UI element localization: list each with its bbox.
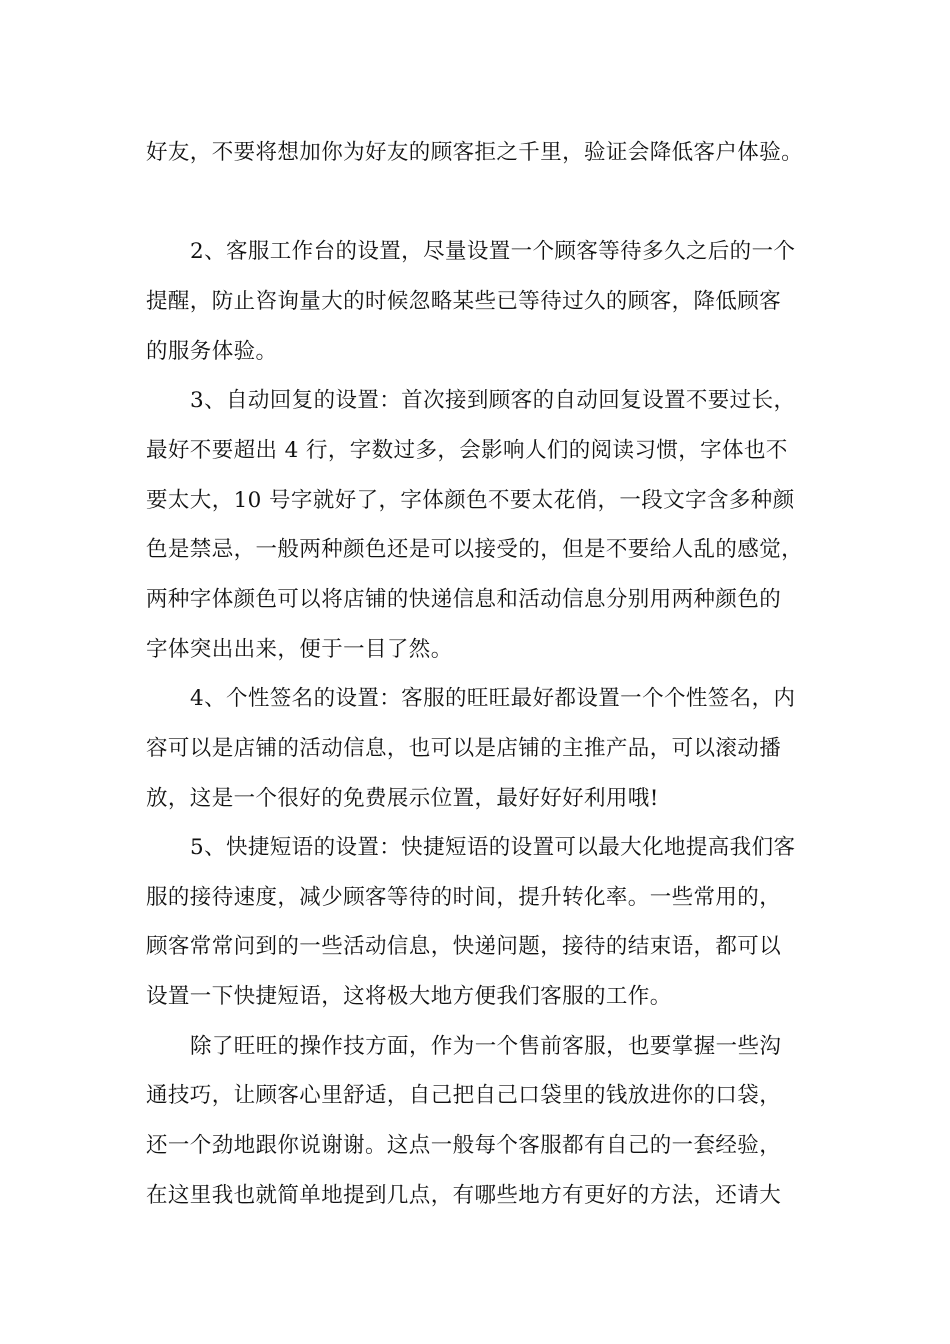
text-line: 设置一下快捷短语，这将极大地方便我们客服的工作。 — [146, 984, 672, 1009]
text-line: 服的接待速度，减少顾客等待的时间，提升转化率。一些常用的， — [146, 885, 782, 910]
text-line: 要太大，10 号字就好了，字体颜色不要太花俏，一段文字含多种颜 — [146, 488, 795, 513]
text-line: 放，这是一个很好的免费展示位置，最好好好利用哦! — [146, 786, 659, 811]
text-line: 容可以是店铺的活动信息，也可以是店铺的主推产品，可以滚动播 — [146, 736, 782, 761]
text-line: 提醒，防止咨询量大的时候忽略某些已等待过久的顾客，降低顾客 — [146, 289, 782, 314]
text-line: 3、自动回复的设置：首次接到顾客的自动回复设置不要过长， — [190, 388, 796, 413]
text-line: 在这里我也就简单地提到几点，有哪些地方有更好的方法，还请大 — [146, 1183, 782, 1208]
text-line: 的服务体验。 — [146, 339, 278, 364]
text-line: 4、个性签名的设置：客服的旺旺最好都设置一个个性签名，内 — [190, 686, 796, 711]
text-line: 还一个劲地跟你说谢谢。这点一般每个客服都有自己的一套经验， — [146, 1133, 782, 1158]
text-line: 顾客常常问到的一些活动信息，快递问题，接待的结束语，都可以 — [146, 934, 782, 959]
text-line: 最好不要超出 4 行，字数过多，会影响人们的阅读习惯，字体也不 — [146, 438, 788, 463]
text-line: 5、快捷短语的设置：快捷短语的设置可以最大化地提高我们客 — [190, 835, 796, 860]
text-line: 两种字体颜色可以将店铺的快递信息和活动信息分别用两种颜色的 — [146, 587, 782, 612]
text-line: 除了旺旺的操作技方面，作为一个售前客服，也要掌握一些沟 — [190, 1034, 782, 1059]
text-line: 好友，不要将想加你为好友的顾客拒之千里，验证会降低客户体验。 — [146, 140, 804, 165]
text-line: 字体突出出来，便于一目了然。 — [146, 637, 453, 662]
text-line: 通技巧，让顾客心里舒适，自己把自己口袋里的钱放进你的口袋， — [146, 1083, 782, 1108]
text-line: 2、客服工作台的设置，尽量设置一个顾客等待多久之后的一个 — [190, 239, 796, 264]
text-line: 色是禁忌，一般两种颜色还是可以接受的，但是不要给人乱的感觉， — [146, 537, 804, 562]
